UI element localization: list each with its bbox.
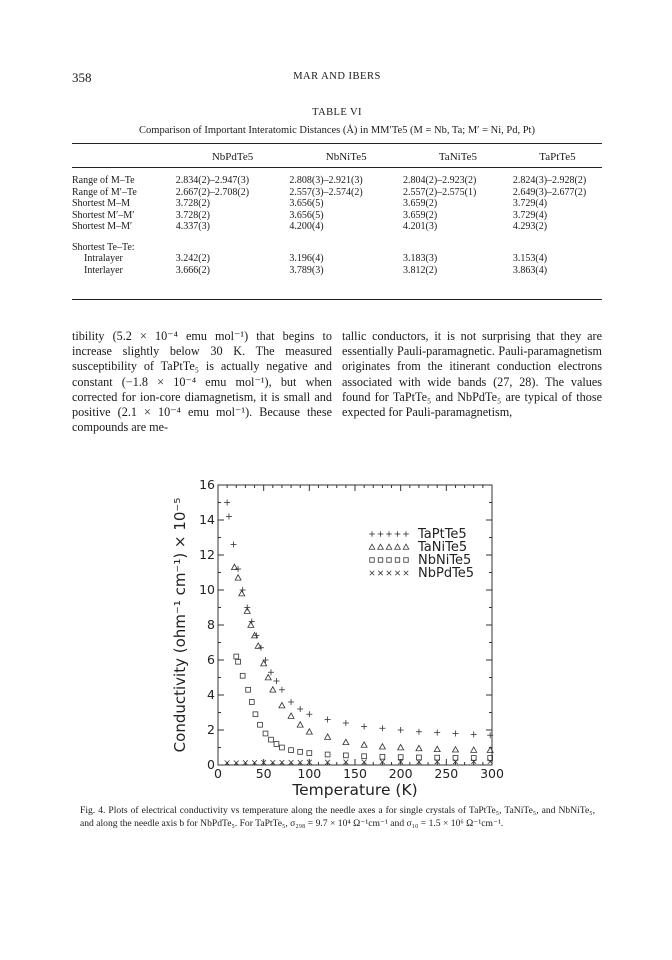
data-point: [280, 745, 285, 750]
data-point: [434, 746, 440, 751]
column-header: NbPdTe5: [211, 151, 254, 163]
data-point: [236, 659, 241, 664]
data-point: [398, 727, 404, 733]
data-point: [403, 544, 409, 549]
data-point: [386, 531, 392, 537]
table-cell: 3.656(5): [289, 198, 324, 209]
legend-label: NbPdTe5: [418, 566, 475, 581]
data-point: [395, 544, 401, 549]
data-point: [274, 742, 279, 747]
data-point: [398, 755, 403, 760]
data-point: [378, 531, 384, 537]
table-cell: 2.804(2)–2.923(2): [403, 175, 477, 186]
data-point: [343, 720, 349, 726]
data-point: [325, 717, 331, 723]
data-point: [398, 745, 404, 750]
data-point: [297, 706, 303, 712]
table-cell: 3.659(2): [403, 198, 438, 209]
data-point: [361, 742, 367, 747]
y-tick-label: 8: [207, 617, 215, 632]
data-point: [416, 729, 422, 735]
data-point: [362, 754, 367, 759]
table-cell: 4.201(3): [403, 221, 438, 232]
row-label: Range of M′–Te: [72, 186, 137, 198]
group-label: Shortest Te–Te:: [72, 241, 135, 253]
legend-item: [370, 566, 474, 581]
data-point: [370, 571, 374, 575]
y-tick-label: 4: [207, 687, 215, 702]
data-point: [273, 678, 279, 684]
y-tick-label: 0: [207, 757, 215, 772]
data-point: [279, 703, 285, 708]
table-cell: 4.200(4): [289, 221, 324, 232]
table-cell: 3.728(2): [175, 198, 210, 209]
data-point: [361, 724, 367, 730]
data-point: [404, 558, 408, 562]
table-cell: 3.183(3): [403, 253, 438, 264]
data-point: [270, 687, 276, 692]
legend-label: NbNiTe5: [418, 553, 472, 568]
column-header: TaPtTe5: [539, 151, 576, 163]
x-tick-label: 100: [297, 766, 322, 781]
table-cell: 2.649(3)–2.677(2): [512, 186, 587, 198]
data-point: [325, 752, 330, 757]
data-point: [279, 687, 285, 693]
y-tick-label: 12: [199, 547, 215, 562]
table-cell: 2.808(3)–2.921(3): [289, 175, 363, 186]
x-tick-label: 50: [255, 766, 272, 781]
data-point: [268, 669, 274, 675]
data-point: [239, 591, 245, 596]
series-NbNiTe5: [234, 654, 493, 760]
data-point: [262, 657, 268, 663]
body-text-left: tibility (5.2 × 10⁻⁴ emu mol⁻¹) that begins to increase slightly below 30 K. The measured susceptibility of TaPtTe₅ is actually negative and constant (−1.8 × 10⁻⁴ emu mol⁻¹), but when corrected for ion-core diamagnetism, it is small and positive (2.1 × 10⁻⁴ emu mol⁻¹). Because these compounds are me-: [72, 329, 332, 435]
table-cell: 3.728(2): [175, 209, 210, 221]
data-point: [404, 571, 408, 575]
table-cell: 3.153(4): [512, 253, 548, 264]
data-point: [298, 749, 303, 754]
table-cell: 2.824(3)–2.928(2): [512, 175, 587, 186]
x-tick-label: 250: [434, 766, 459, 781]
y-tick-label: 10: [199, 582, 215, 597]
data-point: [387, 558, 391, 562]
running-head: MAR AND IBERS: [293, 71, 381, 82]
table-cell: 3.812(2): [403, 264, 438, 276]
data-point: [452, 747, 458, 752]
table-cell: 3.656(5): [289, 209, 324, 221]
figure-caption: Fig. 4. Plots of electrical conductivity vs temperature along the needle axes a for single crystals of TaPtTe₅, TaNiTe₅, and NbNiTe₅, and along the needle axis b for NbPdTe₅. For TaPtTe₅, σ₂₉₈ = 9.7 × 10⁴ Ω⁻¹cm⁻¹ and σ₁₀ = 1.5 × 10⁶ Ω⁻¹cm⁻¹.: [80, 805, 595, 829]
table-cell: 2.834(2)–2.947(3): [175, 175, 250, 186]
row-label: Shortest M–M′: [72, 221, 133, 232]
data-point: [379, 725, 385, 731]
legend-label: TaNiTe5: [418, 540, 468, 555]
data-point: [370, 558, 374, 562]
data-point: [378, 571, 382, 575]
data-point: [369, 544, 375, 549]
data-point: [235, 575, 241, 580]
data-point: [226, 514, 232, 520]
data-point: [471, 747, 477, 752]
data-point: [248, 622, 254, 627]
row-label: Interlayer: [84, 264, 123, 276]
data-point: [395, 531, 401, 537]
table-cell: 4.293(2): [512, 221, 548, 232]
data-point: [403, 531, 409, 537]
data-point: [289, 748, 294, 753]
table-cell: 3.789(3): [289, 264, 324, 276]
series-NbPdTe5: [225, 759, 493, 765]
y-tick-label: 14: [199, 512, 215, 527]
data-point: [417, 755, 422, 760]
table-caption: Comparison of Important Interatomic Distances (Å) in MM′Te5 (M = Nb, Ta; M′ = Ni, Pd, Pt): [139, 125, 535, 136]
data-point: [435, 755, 440, 760]
data-point: [395, 558, 399, 562]
data-point: [269, 737, 274, 742]
data-point: [343, 753, 348, 758]
series-TaNiTe5: [231, 564, 493, 752]
data-point: [434, 730, 440, 736]
data-point: [306, 729, 312, 734]
x-tick-label: 200: [388, 766, 413, 781]
data-point: [288, 699, 294, 705]
data-point: [387, 571, 391, 575]
data-point: [379, 744, 385, 749]
row-label: Shortest M–M: [72, 198, 131, 209]
x-tick-label: 0: [214, 766, 222, 781]
data-point: [416, 745, 422, 750]
data-point: [395, 571, 399, 575]
data-point: [253, 712, 258, 717]
table-cell: 3.242(2): [175, 253, 210, 264]
data-point: [471, 731, 477, 737]
data-point: [240, 673, 245, 678]
data-point: [249, 700, 254, 705]
data-point: [265, 675, 271, 680]
page-number: 358: [72, 70, 92, 85]
data-point: [369, 531, 375, 537]
data-point: [307, 751, 312, 756]
data-point: [246, 687, 251, 692]
data-point: [263, 731, 268, 736]
data-point: [297, 722, 303, 727]
table-title: TABLE VI: [312, 107, 362, 118]
data-point: [244, 608, 250, 613]
body-text-right: tallic conductors, it is not surprising that they are essentially Pauli-paramagnetic. Pauli-paramagnetism originates from the itinerant conduction electrons associated with wide bands (27, 28). The values found for TaPtTe₅ and NbPdTe₅ are typical of those expected for Pauli-paramagnetism,: [342, 329, 602, 420]
table-cell: 3.196(4): [289, 253, 324, 264]
data-point: [288, 713, 294, 718]
x-axis-label: Temperature (K): [292, 781, 418, 799]
data-point: [231, 564, 237, 569]
x-tick-label: 150: [343, 766, 367, 781]
table-cell: 2.557(3)–2.574(2): [289, 186, 363, 198]
y-axis-label: Conductivity (ohm⁻¹ cm⁻¹) × 10⁻⁵: [171, 497, 189, 753]
table-cell: 3.863(4): [512, 264, 548, 276]
data-point: [343, 739, 349, 744]
data-point: [258, 722, 263, 727]
data-point: [306, 711, 312, 717]
y-tick-label: 2: [207, 722, 215, 737]
row-label: Range of M–Te: [72, 175, 135, 186]
legend-label: TaPtTe5: [418, 527, 467, 542]
y-tick-label: 16: [199, 477, 215, 492]
table-cell: 3.729(4): [512, 198, 548, 209]
row-label: Shortest M′–M′: [72, 209, 135, 221]
table-cell: 3.729(4): [512, 209, 548, 221]
data-point: [452, 731, 458, 737]
table-cell: 2.557(2)–2.575(1): [403, 186, 477, 198]
column-header: TaNiTe5: [438, 151, 478, 163]
table-cell: 3.659(2): [403, 209, 438, 221]
data-point: [234, 654, 239, 659]
data-point: [386, 544, 392, 549]
table-cell: 4.337(3): [175, 221, 210, 232]
data-point: [378, 544, 384, 549]
x-tick-label: 300: [480, 766, 504, 781]
data-point: [224, 500, 230, 506]
table-cell: 2.667(2)–2.708(2): [175, 186, 250, 198]
y-tick-label: 6: [207, 652, 215, 667]
row-label: Intralayer: [84, 253, 123, 264]
column-header: NbNiTe5: [325, 151, 367, 163]
data-point: [231, 542, 237, 548]
data-point: [380, 754, 385, 759]
data-point: [378, 558, 382, 562]
data-point: [325, 734, 331, 739]
table-cell: 3.666(2): [175, 264, 210, 276]
